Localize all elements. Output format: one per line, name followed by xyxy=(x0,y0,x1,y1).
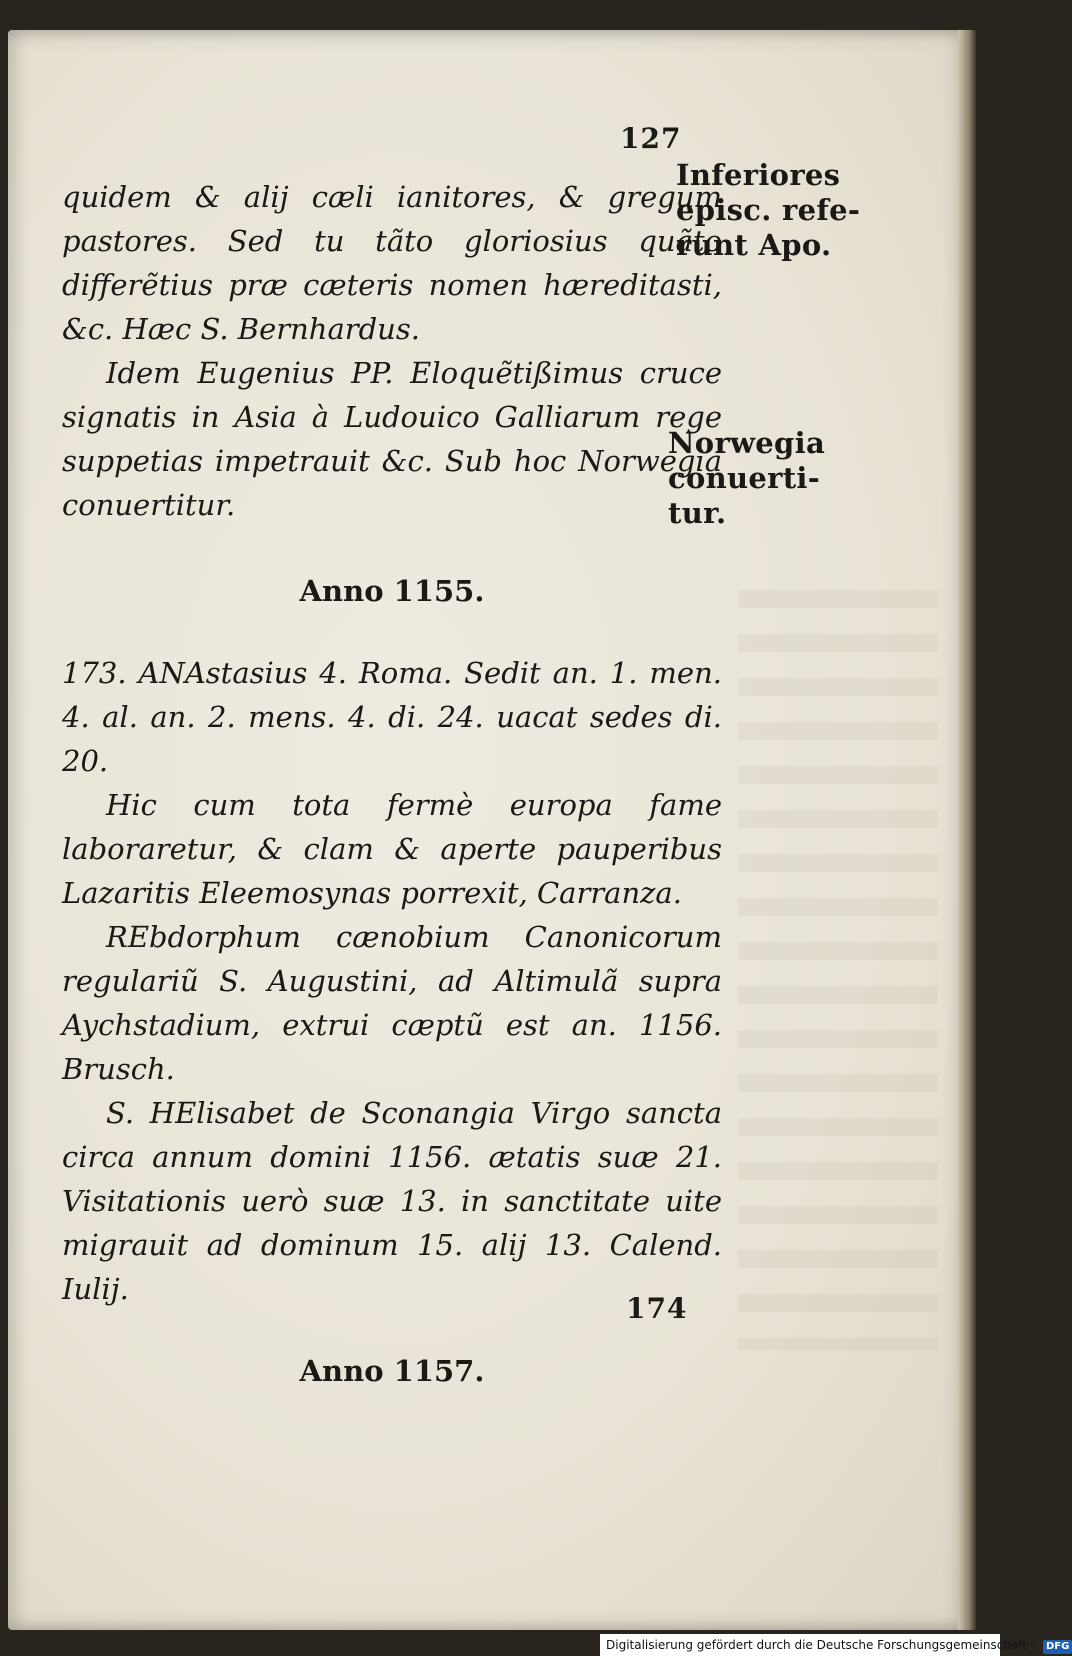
paragraph: quidem & alij cæli ianitores, & gregum pastores. Sed tu tãto gloriosius quãto differẽtius præ cæteris nomen hæreditasti, &c. Hæc S. Bernhardus. xyxy=(62,180,722,346)
paragraph: Idem Eugenius PP. Eloquẽtißimus cruce signatis in Asia à Ludouico Galliarum rege suppetias impetrauit &c. Sub hoc Norwegia conuertitur. xyxy=(62,356,722,522)
margin-note-line: Norwegia xyxy=(668,426,826,460)
margin-note-line: conuerti- xyxy=(668,461,821,495)
margin-note-line: Inferiores xyxy=(676,158,841,192)
margin-note-line: episc. refe- xyxy=(676,193,861,227)
bleed-through-text xyxy=(738,590,938,1350)
paragraph: 173. ANAstasius 4. Roma. Sedit an. 1. men. 4. al. an. 2. mens. 4. di. 24. uacat sedes di. 20. xyxy=(62,656,722,778)
paragraph: S. HElisabet de Sconangia Virgo sancta circa annum domini 1156. ætatis suæ 21. Visitationis uerò suæ 13. in sanctitate uite migrauit ad dominum 15. alij 13. Calend. Iulij. xyxy=(62,1096,722,1306)
page-number-top: 127 xyxy=(620,122,682,155)
paragraph: Hic cum tota fermè europa fame laboraretur, & clam & aperte pauperibus Lazaritis Eleemosynas porrexit, Carranza. xyxy=(62,788,722,910)
margin-note-line: runt Apo. xyxy=(676,228,832,262)
dfg-logo-icon: DFG xyxy=(1043,1640,1072,1654)
page-number-bottom: 174 xyxy=(626,1292,688,1325)
page-edge xyxy=(958,30,976,1630)
margin-note-line: tur. xyxy=(668,496,727,530)
year-heading: Anno 1155. xyxy=(299,574,485,608)
book-page xyxy=(8,30,976,1630)
footer-text: Digitalisierung gefördert durch die Deutsche Forschungsgemeinschaft - xyxy=(606,1638,1036,1652)
paragraph: REbdorphum cænobium Canonicorum regulariũ S. Augustini, ad Altimulã supra Aychstadium, extrui cæptũ est an. 1156. Brusch. xyxy=(62,920,722,1086)
footer-credit xyxy=(600,1634,1070,1656)
main-text-block xyxy=(62,175,722,1431)
year-heading: Anno 1157. xyxy=(299,1354,485,1388)
